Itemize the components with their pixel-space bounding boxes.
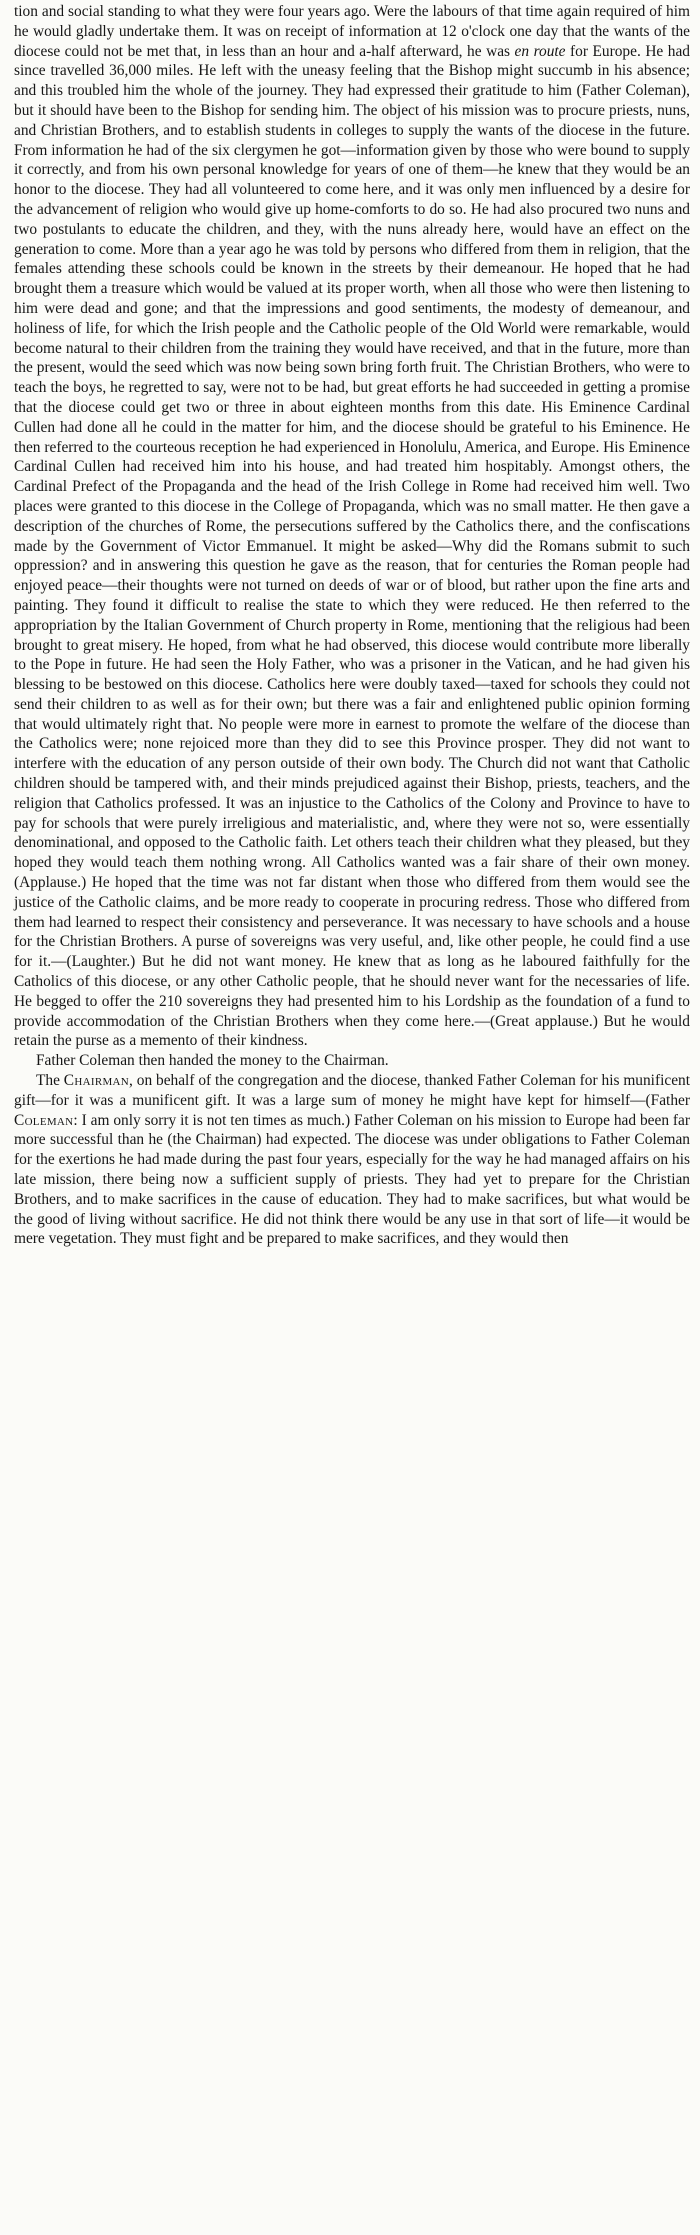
article-column [14, 2, 690, 1249]
article-paragraph-speech [14, 2, 690, 1051]
coleman-name: Coleman [14, 1111, 74, 1129]
chairman-name: Chairman [63, 1072, 130, 1090]
chairman-reply-part-3: : I am only sorry it is not ten times as much.) Father Coleman on his mission to Europe had been far more successful than he (the Chairman) had expected. The diocese was under obligations to Father Coleman for the exertions he had made during the past four years, especially for the way he had managed affairs on his late mission, there being now a sufficient supply of priests. They had yet to prepare for the Christian Brothers, and to make sacrifices in the cause of education. They had to make sacrifices, but what would be the good of living without sacrifice. He did not think there would be any use in that sort of life—it would be mere vegetation. They must fight and be prepared to make sacrifices, and they would then [14, 1111, 690, 1248]
speech-text-part-2: for Europe. He had since travelled 36,000 miles. He left with the uneasy feeling that the Bishop might succumb in his absence; and this troubled him the whole of the journey. They had expressed their gratitude to him (Father Coleman), but it should have been to the Bishop for sending him. The object of his mission was to procure priests, nuns, and Christian Brothers, and to establish students in colleges to supply the wants of the diocese in the future. From information he had of the six clergymen he got—information given by those who were bound to supply it correctly, and from his own personal knowledge for years of one of them—he knew that they would be an honor to the diocese. They had all volunteered to come here, and it was only men influenced by a desire for the advancement of religion who would give up home-comforts to do so. He had also procured two nuns and two postulants to educate the children, and they, with the nuns already here, would have an effect on the generation to come. More than a year ago he was told by persons who differed from them in religion, that the females attending these schools could be known in the streets by their demeanour. He hoped that he had brought them a treasure which would be valued at its proper worth, when all those who were then listening to him were dead and gone; and that the impressions and good sentiments, the modesty of demeanour, and holiness of life, for which the Irish people and the Catholic people of the Old World were remarkable, would become natural to their children from the training they would have received, and that in the future, more than the present, would the seed which was now being sown bring forth fruit. The Christian Brothers, who were to teach the boys, he regretted to say, were not to be had, but great efforts he had succeeded in getting a promise that the diocese could get two or three in about eighteen months from this date. His Eminence Cardinal Cullen had done all he could in the matter for him, and the diocese should be grateful to his Eminence. He then referred to the courteous reception he had experienced in Honolulu, America, and Europe. His Eminence Cardinal Cullen had received him into his house, and had treated him hospitably. Amongst others, the Cardinal Prefect of the Propaganda and the head of the Irish College in Rome had received him well. Two places were granted to this diocese in the College of Propaganda, which was no small matter. He then gave a description of the churches of Rome, the persecutions suffered by the Catholics there, and the confiscations made by the Government of Victor Emmanuel. It might be asked—Why did the Romans submit to such oppression? and in answering this question he gave as the reason, that for centuries the Roman people had enjoyed peace—their thoughts were not turned on deeds of war or of blood, but rather upon the fine arts and painting. They found it difficult to realise the state to which they were reduced. He then referred to the appropriation by the Italian Government of Church property in Rome, mentioning that the religious had been brought to great misery. He hoped, from what he had observed, this diocese would contribute more liberally to the Pope in future. He had seen the Holy Father, who was a prisoner in the Vatican, and he had given his blessing to be bestowed on this diocese. Catholics here were doubly taxed—taxed for schools they could not send their children to as well as for their own; but there was a fair and enlightened public opinion forming that would ultimately right that. No people were more in earnest to promote the welfare of the diocese than the Catholics were; none rejoiced more than they did to see this Province prosper. They did not want to interfere with the education of any person outside of their own body. The Church did not want that Catholic children should be tampered with, and their minds prejudiced against their Bishop, priests, teachers, and the religion that Catholics professed. It was an injustice to the Catholics of the Colony and Province to have to pay for schools that were purely irreligious and materialistic, and, where they were not so, were essentially denominational, and opposed to the Catholic faith. Let others teach their children what they pleased, but they hoped they would teach them nothing wrong. All Catholics wanted was a fair share of their own money. (Applause.) He hoped that the time was not far distant when those who differed from them would see the justice of the Catholic claims, and be more ready to cooperate in procuring redress. Those who differed from them had learned to respect their consistency and perseverance. It was necessary to have schools and a house for the Christian Brothers. A purse of sovereigns was very useful, and, like other people, he could find a use for it.—(Laughter.) But he did not want money. He knew that as long as he laboured faithfully for the Catholics of this diocese, or any other Catholic people, that he should never want for the necessaries of life. He begged to offer the 210 sovereigns they had presented him to his Lordship as the foundation of a fund to provide accommodation of the Christian Brothers when they come here.—(Great applause.) But he would retain the purse as a memento of their kindness. [14, 42, 691, 1050]
speech-text-part-1: tion and social standing to what they were four years ago. Were the labours of that time again required of him he would gladly undertake them. It was on receipt of information at 12 o'clock one day that the wants of the diocese could not be met that, in less than an hour and a-half afterward, he was [14, 3, 690, 60]
chairman-reply-part-2: , on behalf of the congregation and the diocese, thanked Father Coleman for his munificent gift—for it was a munificent gift. It was a large sum of money he might have kept for himself—(Father [14, 1072, 690, 1109]
speech-italic-en-route: en route [514, 42, 566, 60]
article-paragraph-chairman-reply [14, 1071, 690, 1249]
chairman-reply-part-1: The [36, 1072, 64, 1090]
article-paragraph-handover: Father Coleman then handed the money to the Chairman. [36, 1052, 389, 1070]
